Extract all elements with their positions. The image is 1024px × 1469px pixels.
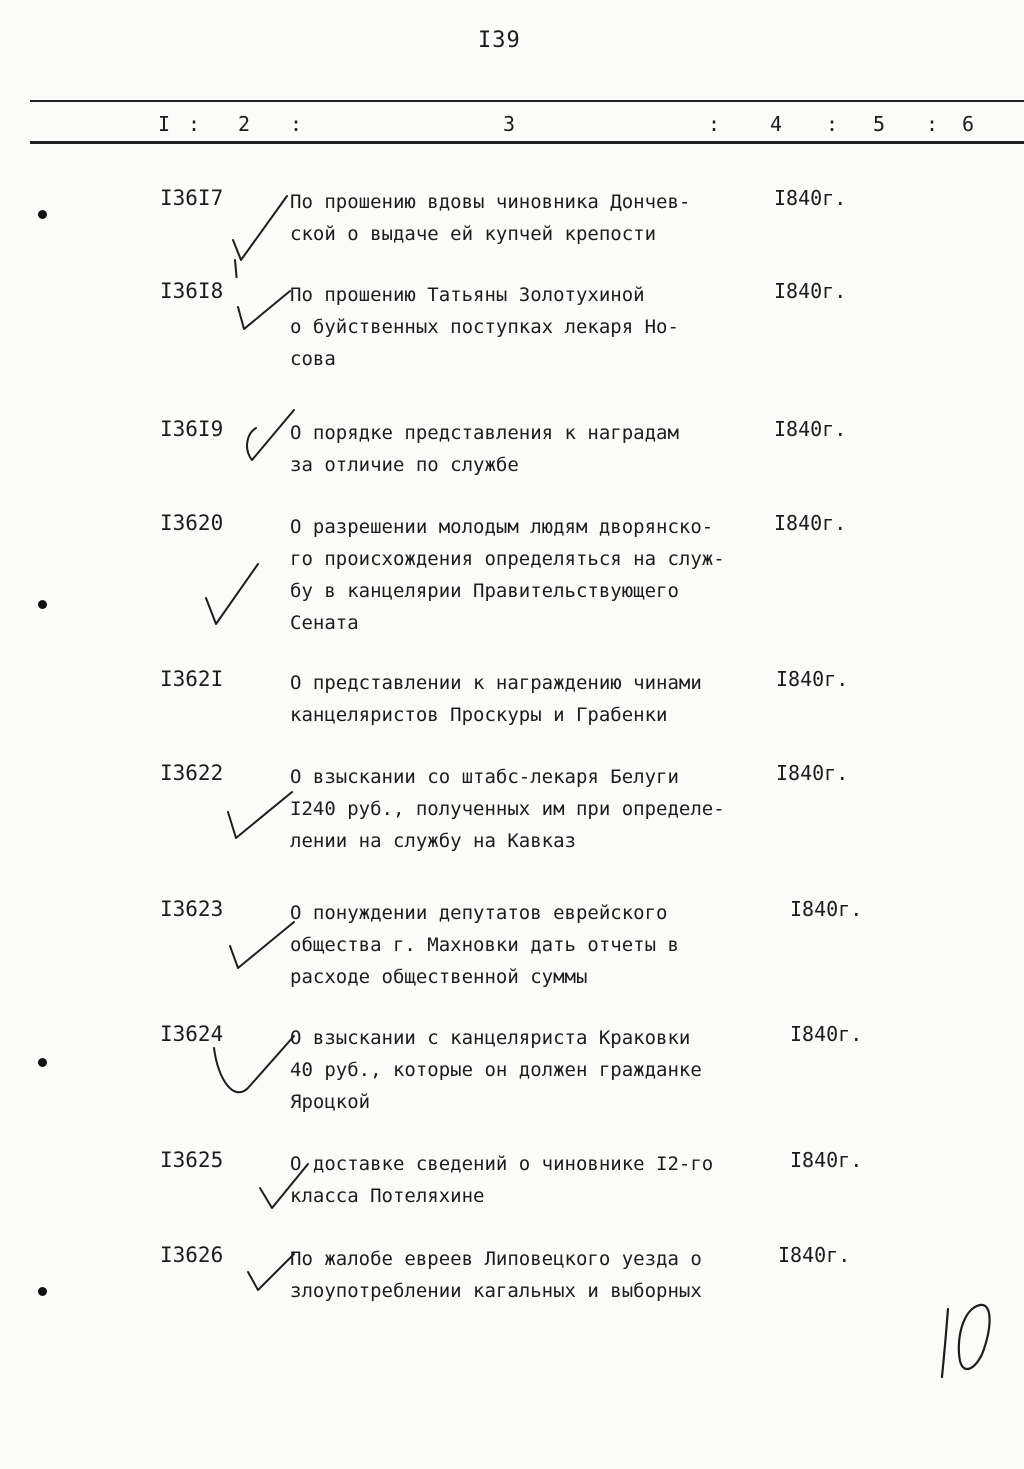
entry-year: I840г. <box>790 1022 863 1046</box>
check-mark-icon <box>242 1250 302 1300</box>
entry-number: I36I8 <box>160 279 224 303</box>
handwritten-note <box>936 1295 1000 1385</box>
binder-hole-2 <box>38 600 47 609</box>
column-separator: : <box>708 112 721 136</box>
entry-number: I36I7 <box>160 186 224 210</box>
header-rule-top <box>30 100 1024 102</box>
entry-description: О взыскании со штабс-лекаря Белуги I240 руб., полученных им при определе- лении на службу на Кавказ <box>290 766 725 852</box>
check-mark-icon <box>256 1158 316 1218</box>
check-mark-icon <box>208 1030 298 1110</box>
entry-year: I840г. <box>774 186 847 210</box>
page-number: I39 <box>478 28 521 53</box>
column-header-3: 3 <box>503 112 516 136</box>
entry-year: I840г. <box>778 1243 851 1267</box>
entry-description: По прошению вдовы чиновника Дончев- ской о выдаче ей купчей крепости <box>290 191 691 245</box>
entry-description: По прошению Татьяны Золотухиной о буйственных поступках лекаря Но- сова <box>290 284 679 370</box>
check-mark-icon <box>238 402 308 472</box>
header-rule-bottom <box>30 141 1024 144</box>
binder-hole-4 <box>38 1287 47 1296</box>
entry-number: I3624 <box>160 1022 224 1046</box>
column-separator: : <box>926 112 939 136</box>
column-separator: : <box>188 112 201 136</box>
entry-number: I3620 <box>160 511 224 535</box>
binder-hole-1 <box>38 210 47 219</box>
entry-year: I840г. <box>776 667 849 691</box>
entry-number: I36I9 <box>160 417 224 441</box>
entry-description: О порядке представления к наградам за отличие по службе <box>290 422 679 476</box>
entry-description: О взыскании с канцеляриста Краковки 40 руб., которые он должен гражданке Яроцкой <box>290 1027 702 1113</box>
entry-description: О доставке сведений о чиновнике I2-го класса Потеляхине <box>290 1153 714 1207</box>
check-mark-icon <box>230 285 300 345</box>
column-header-6: 6 <box>962 112 975 136</box>
column-separator: : <box>290 112 303 136</box>
check-mark-icon <box>222 788 302 858</box>
entry-year: I840г. <box>776 761 849 785</box>
entry-year: I840г. <box>774 417 847 441</box>
column-header-4: 4 <box>770 112 783 136</box>
column-header-5: 5 <box>873 112 886 136</box>
check-mark-icon <box>224 918 304 988</box>
entry-description: По жалобе евреев Липовецкого уезда о злоупотреблении кагальных и выборных <box>290 1248 702 1302</box>
entry-number: I362I <box>160 667 224 691</box>
check-mark-icon <box>225 188 295 278</box>
entry-number: I3623 <box>160 897 224 921</box>
entry-number: I3625 <box>160 1148 224 1172</box>
entry-year: I840г. <box>774 511 847 535</box>
entry-year: I840г. <box>774 279 847 303</box>
entry-description: О представлении к награждению чинами канцеляристов Проскуры и Грабенки <box>290 672 702 726</box>
column-separator: : <box>826 112 839 136</box>
check-mark-icon <box>200 558 270 638</box>
entry-year: I840г. <box>790 897 863 921</box>
entry-number: I3622 <box>160 761 224 785</box>
entry-year: I840г. <box>790 1148 863 1172</box>
column-header-2: 2 <box>238 112 251 136</box>
entry-description: О понуждении депутатов еврейского общества г. Махновки дать отчеты в расходе общественной суммы <box>290 902 679 988</box>
binder-hole-3 <box>38 1058 47 1067</box>
entry-number: I3626 <box>160 1243 224 1267</box>
entry-description: О разрешении молодым людям дворянско- го происхождения определяться на служ- бу в канцелярии Правительствующего Сената <box>290 516 725 634</box>
column-header-1: I <box>158 112 171 136</box>
